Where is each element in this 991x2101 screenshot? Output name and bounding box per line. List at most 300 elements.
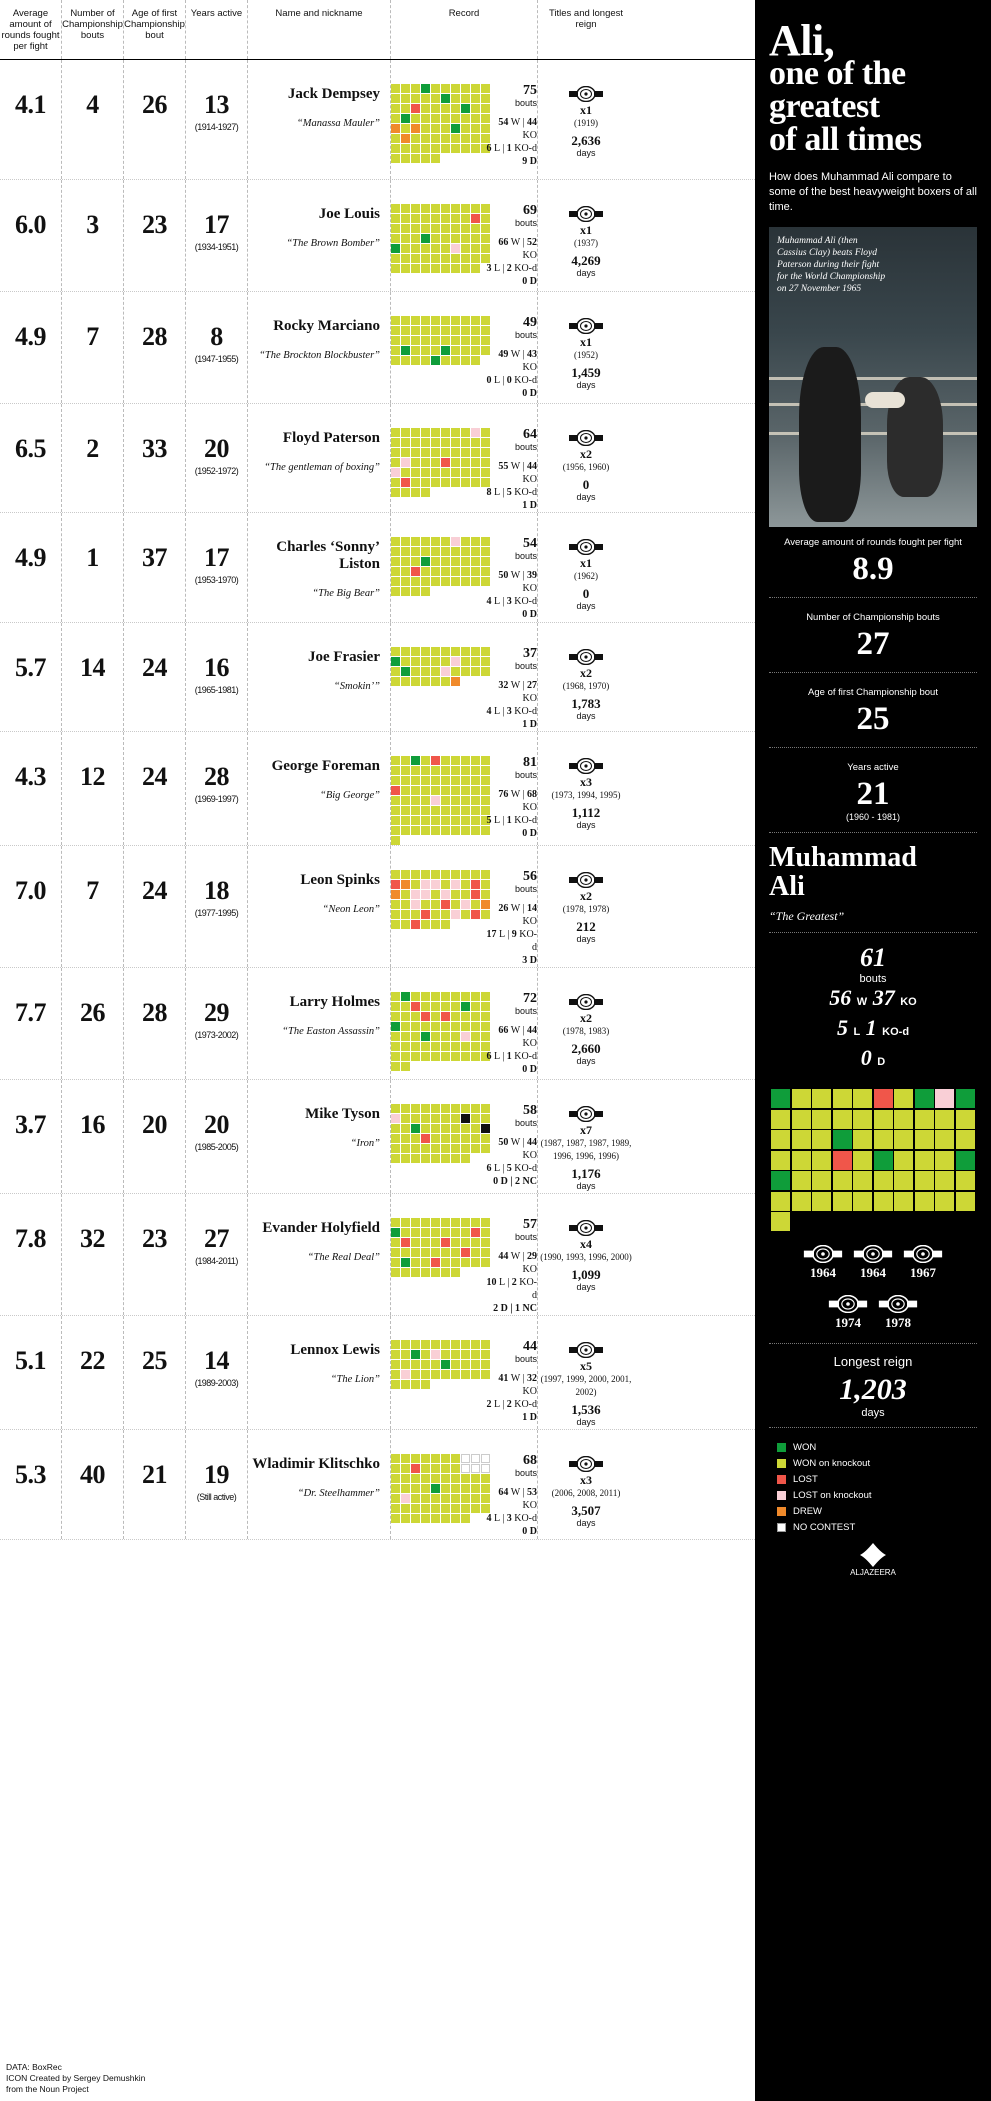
fight-result-cell — [401, 326, 410, 335]
championship-belt-icon — [569, 539, 603, 555]
legend-label: LOST — [793, 1474, 818, 1485]
longest-reign-days: 1,176 — [571, 1166, 601, 1181]
fight-result-cell — [411, 1454, 420, 1463]
fight-result-cell — [431, 1340, 440, 1349]
fight-result-cell — [391, 910, 400, 919]
fight-result-cell — [441, 124, 450, 133]
fight-result-cell — [411, 1248, 420, 1257]
table-row — [0, 1194, 755, 1316]
fight-result-cell — [471, 468, 480, 477]
fight-result-cell — [411, 890, 420, 899]
fight-result-cell — [461, 1248, 470, 1257]
belt-icon-wrap — [538, 1220, 634, 1236]
boxer-name: Lennox Lewis — [290, 1342, 380, 1358]
fight-result-cell — [401, 900, 410, 909]
fight-result-grid — [391, 316, 481, 365]
fight-result-cell — [401, 104, 410, 113]
fight-result-cell — [421, 438, 430, 447]
fight-result-grid — [391, 1104, 481, 1163]
fight-result-cell — [451, 1504, 460, 1513]
legend-label: LOST on knockout — [793, 1490, 872, 1501]
titles-years: (1973, 1994, 1995) — [551, 790, 621, 800]
fight-result-cell — [421, 1360, 430, 1369]
fight-result-cell — [411, 448, 420, 457]
fight-result-cell — [451, 766, 460, 775]
fight-result-cell — [441, 1042, 450, 1051]
ali-name-line1: Muhammad — [769, 842, 917, 873]
cell-record — [391, 1430, 538, 1539]
cell-name — [248, 1080, 391, 1193]
fight-result-cell — [431, 448, 440, 457]
fight-result-cell — [411, 336, 420, 345]
fight-result-cell — [461, 1350, 470, 1359]
fight-result-cell — [391, 428, 400, 437]
cell-record — [391, 404, 538, 512]
fight-result-cell — [451, 776, 460, 785]
record-losses: 4 L | 3 KO-d — [486, 1513, 537, 1524]
fight-result-cell — [401, 796, 410, 805]
fight-result-cell — [451, 880, 460, 889]
fight-result-cell — [461, 346, 470, 355]
fight-result-cell — [411, 806, 420, 815]
cell-avg-rounds: 4.9 — [0, 513, 62, 622]
fight-result-cell — [441, 890, 450, 899]
fight-result-cell — [451, 1032, 460, 1041]
fight-result-cell — [792, 1130, 811, 1149]
boxer-nickname: “The Easton Assassin” — [282, 1026, 380, 1037]
fight-result-cell — [411, 1484, 420, 1493]
fight-result-cell — [441, 1340, 450, 1349]
boxer-name: George Foreman — [271, 758, 380, 774]
record-losses: 2 L | 2 KO-d — [486, 1399, 537, 1410]
ali-photo — [769, 227, 977, 527]
legend-item — [777, 1442, 991, 1453]
fight-result-cell — [451, 1134, 460, 1143]
fight-result-cell — [471, 1248, 480, 1257]
fight-result-cell — [461, 806, 470, 815]
table-row — [0, 1430, 755, 1540]
cell-record — [391, 292, 538, 403]
fight-result-cell — [441, 244, 450, 253]
fight-result-cell — [461, 1258, 470, 1267]
fight-result-cell — [471, 1124, 480, 1133]
cell-name — [248, 60, 391, 179]
boxer-name: Leon Spinks — [300, 872, 380, 888]
fight-result-cell — [401, 114, 410, 123]
legend-label: WON — [793, 1442, 817, 1453]
fight-result-cell — [411, 224, 420, 233]
cell-titles — [538, 292, 634, 403]
fight-result-cell — [421, 537, 430, 546]
fight-result-cell — [461, 1114, 470, 1123]
boxer-nickname: “Dr. Steelhammer” — [297, 1488, 380, 1499]
fight-result-cell — [461, 1124, 470, 1133]
fight-result-cell — [431, 677, 440, 686]
fight-result-cell — [471, 244, 480, 253]
cell-age-first: 37 — [124, 513, 186, 622]
belt-icon-wrap — [538, 1456, 634, 1472]
fight-result-cell — [441, 920, 450, 929]
fight-result-cell — [401, 468, 410, 477]
fight-result-cell — [391, 1380, 400, 1389]
record-losses: 4 L | 3 KO-d — [486, 706, 537, 717]
fight-result-cell — [391, 1484, 400, 1493]
cell-name — [248, 623, 391, 731]
titles-count: x5 — [580, 1359, 592, 1373]
fight-result-cell — [915, 1192, 934, 1211]
fight-result-cell — [391, 537, 400, 546]
fight-result-cell — [391, 1238, 400, 1247]
fight-result-cell — [461, 1134, 470, 1143]
fight-result-cell — [441, 428, 450, 437]
fight-result-cell — [421, 647, 430, 656]
fight-result-cell — [391, 557, 400, 566]
record-losses: 4 L | 3 KO-d — [486, 596, 537, 607]
fight-result-cell — [471, 557, 480, 566]
cell-titles — [538, 513, 634, 622]
fight-result-cell — [421, 1002, 430, 1011]
table-header-row — [0, 0, 755, 60]
record-bouts: 75 — [523, 83, 537, 98]
record-wins: 50 W | 39 KO — [498, 570, 537, 594]
titles-years: (1978, 1983) — [562, 1026, 610, 1036]
fight-result-cell — [461, 776, 470, 785]
ali-stat-label: Average amount of rounds fought per fight — [784, 537, 962, 548]
fight-result-cell — [421, 1218, 430, 1227]
fight-result-cell — [401, 488, 410, 497]
fight-result-cell — [431, 1238, 440, 1247]
fight-result-cell — [461, 537, 470, 546]
fight-result-cell — [421, 786, 430, 795]
fight-result-cell — [461, 1454, 470, 1463]
ali-wins-ko-label: KO — [900, 996, 917, 1008]
record-draws: 1 D — [522, 500, 537, 511]
fight-result-cell — [441, 336, 450, 345]
fight-result-cell — [451, 244, 460, 253]
record-bouts-label: bouts — [514, 330, 537, 340]
fight-result-cell — [833, 1192, 852, 1211]
fight-result-cell — [391, 478, 400, 487]
fight-result-cell — [431, 1484, 440, 1493]
fight-result-cell — [411, 144, 420, 153]
header-name: Name and nickname — [248, 0, 391, 59]
record-losses: 6 L | 5 KO-d — [486, 1163, 537, 1174]
fight-result-cell — [401, 346, 410, 355]
fight-result-cell — [935, 1192, 954, 1211]
fight-result-cell — [471, 826, 480, 835]
fight-result-cell — [441, 1370, 450, 1379]
fight-result-cell — [391, 647, 400, 656]
fight-result-cell — [915, 1151, 934, 1170]
boxer-name: Evander Holyfield — [262, 1220, 380, 1236]
fight-result-cell — [401, 1042, 410, 1051]
fight-result-cell — [431, 1124, 440, 1133]
fight-result-cell — [401, 1484, 410, 1493]
table-row — [0, 846, 755, 968]
cell-years-range: (1985-2005) — [194, 1142, 239, 1152]
fight-result-cell — [471, 1022, 480, 1031]
fight-result-cell — [894, 1130, 913, 1149]
record-bouts: 64 — [523, 427, 537, 442]
ali-stat — [755, 677, 991, 743]
photo-caption: Muhammad Ali (then Cassius Clay) beats Floyd Paterson during their fight for the World Championship on 27 November 1965 — [777, 236, 886, 294]
fight-result-cell — [401, 1124, 410, 1133]
fight-result-cell — [441, 1360, 450, 1369]
legend-item — [777, 1490, 991, 1501]
fight-result-cell — [441, 1258, 450, 1267]
fight-result-cell — [771, 1089, 790, 1108]
fight-result-cell — [391, 766, 400, 775]
fight-result-cell — [401, 336, 410, 345]
fight-result-cell — [421, 1464, 430, 1473]
fight-result-cell — [441, 776, 450, 785]
fight-result-cell — [833, 1171, 852, 1190]
fight-result-cell — [461, 816, 470, 825]
fight-result-cell — [401, 667, 410, 676]
fight-result-cell — [461, 94, 470, 103]
fight-result-cell — [441, 204, 450, 213]
fight-result-cell — [391, 667, 400, 676]
legend-swatch — [777, 1475, 786, 1484]
fight-result-cell — [391, 1032, 400, 1041]
cell-record — [391, 1080, 538, 1193]
fight-result-cell — [431, 478, 440, 487]
boxer-nickname: “Neon Leon” — [322, 904, 380, 915]
fight-result-cell — [401, 204, 410, 213]
fight-result-cell — [471, 880, 480, 889]
fight-result-cell — [411, 428, 420, 437]
fight-result-cell — [411, 1022, 420, 1031]
table-row — [0, 292, 755, 404]
record-bouts-label: bouts — [514, 1354, 537, 1364]
fight-result-cell — [461, 1002, 470, 1011]
fight-result-cell — [471, 796, 480, 805]
record-draws: 0 D — [522, 1526, 537, 1537]
fight-result-cell — [411, 204, 420, 213]
championship-belt-icon — [569, 206, 603, 222]
fight-result-cell — [441, 84, 450, 93]
longest-reign-days: 1,783 — [571, 696, 601, 711]
titles-years: (1919) — [574, 118, 598, 128]
titles-count: x3 — [580, 775, 592, 789]
fight-result-cell — [431, 224, 440, 233]
fight-result-cell — [812, 1171, 831, 1190]
fight-result-cell — [411, 234, 420, 243]
fight-result-grid — [391, 870, 481, 929]
fight-result-cell — [471, 1474, 480, 1483]
longest-reign-days-label: days — [576, 1417, 596, 1427]
fight-result-cell — [391, 1504, 400, 1513]
fight-result-cell — [401, 1268, 410, 1277]
fight-result-cell — [431, 316, 440, 325]
fight-result-cell — [411, 677, 420, 686]
fight-result-cell — [411, 557, 420, 566]
fight-result-cell — [812, 1130, 831, 1149]
fight-result-cell — [391, 796, 400, 805]
longest-reign-days-label: days — [576, 711, 596, 721]
fight-result-cell — [461, 1238, 470, 1247]
titles-years: (1997, 1999, 2000, 2001, 2002) — [540, 1374, 632, 1397]
fight-result-cell — [441, 316, 450, 325]
fight-result-cell — [421, 1514, 430, 1523]
ali-draws: 0 — [860, 1045, 872, 1070]
fight-result-cell — [411, 1268, 420, 1277]
titles-count: x2 — [580, 1011, 592, 1025]
record-bouts-label: bouts — [514, 218, 537, 228]
cell-name — [248, 1194, 391, 1315]
fight-result-cell — [471, 870, 480, 879]
record-wins: 64 W | 53 KO — [498, 1487, 537, 1511]
belt-year: 1978 — [885, 1315, 911, 1330]
fight-result-cell — [411, 154, 420, 163]
fight-result-cell — [451, 890, 460, 899]
cell-avg-rounds: 7.8 — [0, 1194, 62, 1315]
fight-result-cell — [401, 786, 410, 795]
fight-result-cell — [421, 1032, 430, 1041]
fight-result-cell — [451, 1154, 460, 1163]
fight-result-cell — [421, 244, 430, 253]
fight-result-cell — [956, 1192, 975, 1211]
fight-result-cell — [471, 1114, 480, 1123]
fight-result-cell — [411, 1504, 420, 1513]
fight-result-cell — [401, 992, 410, 1001]
championship-belt-icon — [828, 1295, 868, 1313]
fight-result-cell — [451, 826, 460, 835]
fight-result-cell — [421, 920, 430, 929]
fight-result-cell — [411, 667, 420, 676]
fight-result-cell — [401, 1340, 410, 1349]
boxer-name: Joe Frasier — [307, 649, 380, 665]
fight-result-cell — [935, 1151, 954, 1170]
cell-name — [248, 1430, 391, 1539]
fight-result-cell — [391, 587, 400, 596]
record-losses: 6 L | 1 KO-d — [486, 1051, 537, 1062]
fight-result-cell — [421, 336, 430, 345]
fight-result-cell — [421, 1104, 430, 1113]
fight-result-cell — [421, 816, 430, 825]
cell-record — [391, 513, 538, 622]
fight-result-cell — [401, 428, 410, 437]
legend-item — [777, 1458, 991, 1469]
fight-result-cell — [431, 1012, 440, 1021]
fight-result-cell — [471, 326, 480, 335]
fight-result-cell — [451, 1218, 460, 1227]
ali-stat-value: 27 — [856, 626, 890, 662]
ali-stat-value: 21 — [856, 776, 890, 812]
fight-result-cell — [401, 677, 410, 686]
fight-result-cell — [451, 816, 460, 825]
fight-result-cell — [451, 1494, 460, 1503]
fight-result-cell — [391, 488, 400, 497]
fight-result-cell — [431, 104, 440, 113]
fight-result-cell — [421, 1154, 430, 1163]
cell-age-first: 23 — [124, 180, 186, 291]
fight-result-cell — [461, 134, 470, 143]
belt-icon-wrap — [538, 539, 634, 555]
fight-result-cell — [451, 1350, 460, 1359]
fight-result-cell — [421, 796, 430, 805]
fight-result-cell — [471, 134, 480, 143]
fight-result-cell — [461, 567, 470, 576]
fight-result-cell — [401, 1494, 410, 1503]
fight-result-cell — [461, 1484, 470, 1493]
ali-record-draws — [755, 1045, 991, 1075]
fight-result-cell — [441, 677, 450, 686]
fight-result-cell — [471, 900, 480, 909]
longest-reign-days: 1,099 — [571, 1267, 601, 1282]
cell-avg-rounds: 6.5 — [0, 404, 62, 512]
fight-result-cell — [471, 458, 480, 467]
fight-result-cell — [411, 488, 420, 497]
fight-result-cell — [401, 478, 410, 487]
longest-reign-days-label: days — [576, 934, 596, 944]
fight-result-cell — [451, 346, 460, 355]
fight-result-grid — [391, 1454, 481, 1523]
fight-result-cell — [421, 448, 430, 457]
belt-item — [878, 1295, 918, 1331]
fight-result-cell — [391, 244, 400, 253]
longest-reign-label: Longest reign — [833, 1354, 913, 1369]
fight-result-cell — [471, 214, 480, 223]
fight-result-cell — [431, 766, 440, 775]
ali-wins-ko: 37 — [872, 985, 895, 1010]
fight-result-cell — [421, 992, 430, 1001]
fight-result-cell — [441, 1124, 450, 1133]
fight-result-cell — [391, 144, 400, 153]
titles-years: (1990, 1993, 1996, 2000) — [540, 1252, 632, 1262]
fight-result-cell — [441, 647, 450, 656]
fight-result-cell — [401, 1248, 410, 1257]
fight-result-cell — [411, 587, 420, 596]
fight-result-cell — [792, 1171, 811, 1190]
fight-result-cell — [411, 1144, 420, 1153]
fight-result-cell — [421, 1380, 430, 1389]
titles-years: (1978, 1978) — [562, 904, 610, 914]
fight-result-cell — [401, 94, 410, 103]
fight-result-cell — [401, 1228, 410, 1237]
fight-result-cell — [401, 537, 410, 546]
fight-result-cell — [401, 1002, 410, 1011]
ali-stat-label: Number of Championship bouts — [806, 612, 940, 623]
fight-result-cell — [956, 1110, 975, 1129]
fight-result-cell — [411, 1514, 420, 1523]
fight-result-cell — [853, 1089, 872, 1108]
fight-result-cell — [441, 1022, 450, 1031]
fight-result-cell — [451, 992, 460, 1001]
titles-years: (2006, 2008, 2011) — [551, 1488, 621, 1498]
record-numbers — [481, 1218, 537, 1315]
fight-result-cell — [411, 346, 420, 355]
table-row — [0, 60, 755, 180]
fight-result-cell — [411, 1380, 420, 1389]
fight-result-cell — [421, 356, 430, 365]
fight-result-cell — [441, 234, 450, 243]
fight-result-cell — [431, 1114, 440, 1123]
fight-result-cell — [411, 1124, 420, 1133]
fight-result-cell — [421, 1124, 430, 1133]
fight-result-cell — [411, 316, 420, 325]
cell-age-first: 20 — [124, 1080, 186, 1193]
fight-result-cell — [461, 478, 470, 487]
fight-result-cell — [421, 1022, 430, 1031]
cell-titles — [538, 60, 634, 179]
fight-result-cell — [935, 1110, 954, 1129]
legend-label: DREW — [793, 1506, 823, 1517]
panel-title — [769, 16, 977, 158]
fight-result-cell — [956, 1171, 975, 1190]
fight-result-cell — [391, 114, 400, 123]
fight-result-cell — [451, 264, 460, 273]
